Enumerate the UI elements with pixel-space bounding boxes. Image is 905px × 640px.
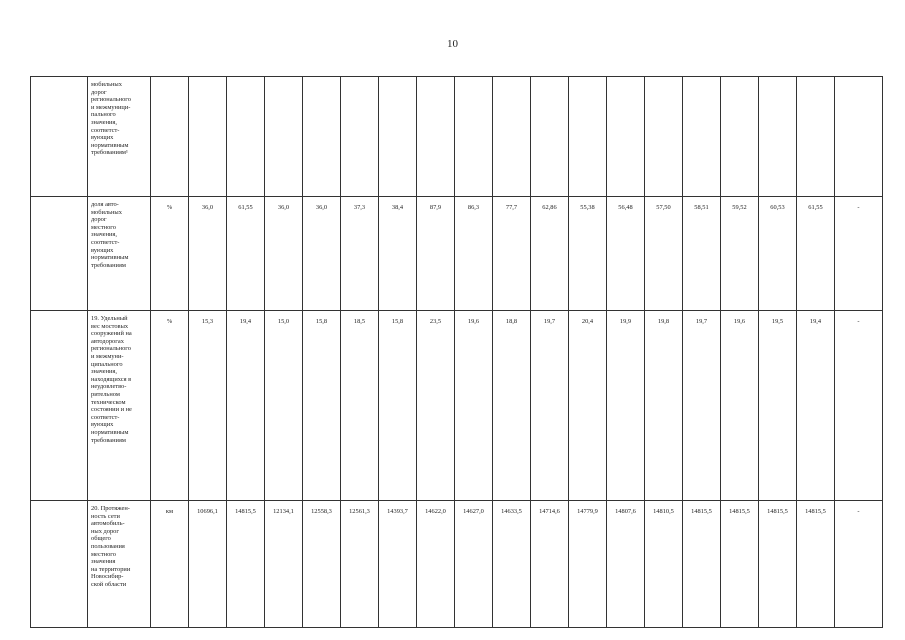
value-cell <box>797 77 835 197</box>
value-cell: 14815,5 <box>721 501 759 628</box>
value-cell <box>531 77 569 197</box>
indicator-name-cell: доля авто- мобильных дорог местного значения, соответст- вующих нормативным требованиям <box>88 197 151 311</box>
value-cell: 14627,0 <box>455 501 493 628</box>
value-cell: 14815,5 <box>227 501 265 628</box>
value-cell: 58,51 <box>683 197 721 311</box>
table-row <box>31 311 883 501</box>
value-cell: 37,3 <box>341 197 379 311</box>
value-cell: 15,8 <box>303 311 341 501</box>
value-cell: 15,8 <box>379 311 417 501</box>
value-cell: 18,5 <box>341 311 379 501</box>
unit-cell: % <box>151 311 189 501</box>
indicator-name-cell: 19. Удельный вес мостовых сооружений на автодорогах регионального и межмуни- ципального значения, находящихся в неудовлетво- рительном техническом состоянии и не соответст- вующих нормативным требованиям <box>88 311 151 501</box>
value-cell: 14810,5 <box>645 501 683 628</box>
value-cell: 19,6 <box>455 311 493 501</box>
empty-cell <box>31 311 88 501</box>
unit-cell: км <box>151 501 189 628</box>
value-cell <box>341 77 379 197</box>
value-cell: 14633,5 <box>493 501 531 628</box>
value-cell: 14815,5 <box>759 501 797 628</box>
value-cell: 87,9 <box>417 197 455 311</box>
value-cell: 60,53 <box>759 197 797 311</box>
value-cell <box>835 77 883 197</box>
value-cell <box>455 77 493 197</box>
value-cell: 14807,6 <box>607 501 645 628</box>
value-cell: 15,3 <box>189 311 227 501</box>
value-cell <box>189 77 227 197</box>
value-cell: 12134,1 <box>265 501 303 628</box>
empty-cell <box>31 197 88 311</box>
value-cell: 14393,7 <box>379 501 417 628</box>
value-cell: 61,55 <box>797 197 835 311</box>
value-cell: 86,3 <box>455 197 493 311</box>
indicators-table <box>30 76 883 628</box>
value-cell: 55,38 <box>569 197 607 311</box>
page-number: 10 <box>447 38 458 50</box>
value-cell: 19,4 <box>797 311 835 501</box>
value-cell: 19,5 <box>759 311 797 501</box>
value-cell: 15,0 <box>265 311 303 501</box>
value-cell: 77,7 <box>493 197 531 311</box>
value-cell: - <box>835 197 883 311</box>
value-cell: 12561,3 <box>341 501 379 628</box>
value-cell: 61,55 <box>227 197 265 311</box>
value-cell: 19,7 <box>531 311 569 501</box>
table-row <box>31 501 883 628</box>
value-cell: 38,4 <box>379 197 417 311</box>
unit-cell: % <box>151 197 189 311</box>
value-cell <box>379 77 417 197</box>
value-cell <box>645 77 683 197</box>
indicator-name-cell: мобильных дорог регионального и межмуници- пального значения, соответст- вующих нормативным требованиям¹ <box>88 77 151 197</box>
empty-cell <box>31 77 88 197</box>
value-cell: 36,0 <box>189 197 227 311</box>
value-cell: 14714,6 <box>531 501 569 628</box>
table-row <box>31 77 883 197</box>
value-cell: 10696,1 <box>189 501 227 628</box>
value-cell: 18,8 <box>493 311 531 501</box>
unit-cell <box>151 77 189 197</box>
value-cell <box>227 77 265 197</box>
value-cell: 59,52 <box>721 197 759 311</box>
value-cell: - <box>835 311 883 501</box>
value-cell <box>265 77 303 197</box>
value-cell: 12558,3 <box>303 501 341 628</box>
table-row <box>31 197 883 311</box>
value-cell: 23,5 <box>417 311 455 501</box>
value-cell: 62,86 <box>531 197 569 311</box>
value-cell: 56,48 <box>607 197 645 311</box>
value-cell: 57,50 <box>645 197 683 311</box>
value-cell: 14779,9 <box>569 501 607 628</box>
indicator-name-cell: 20. Протяжен- ность сети автомобиль- ных дорог общего пользования местного значения на территории Новосибир- ской области <box>88 501 151 628</box>
value-cell <box>721 77 759 197</box>
value-cell <box>607 77 645 197</box>
value-cell: 19,8 <box>645 311 683 501</box>
value-cell <box>569 77 607 197</box>
value-cell: 14622,0 <box>417 501 455 628</box>
value-cell: 36,0 <box>303 197 341 311</box>
value-cell: 14815,5 <box>797 501 835 628</box>
value-cell <box>683 77 721 197</box>
empty-cell <box>31 501 88 628</box>
value-cell: 19,6 <box>721 311 759 501</box>
value-cell: 19,7 <box>683 311 721 501</box>
value-cell <box>417 77 455 197</box>
value-cell: 19,9 <box>607 311 645 501</box>
value-cell <box>759 77 797 197</box>
value-cell: - <box>835 501 883 628</box>
value-cell: 19,4 <box>227 311 265 501</box>
value-cell <box>493 77 531 197</box>
value-cell: 36,0 <box>265 197 303 311</box>
value-cell: 14815,5 <box>683 501 721 628</box>
value-cell <box>303 77 341 197</box>
value-cell: 20,4 <box>569 311 607 501</box>
